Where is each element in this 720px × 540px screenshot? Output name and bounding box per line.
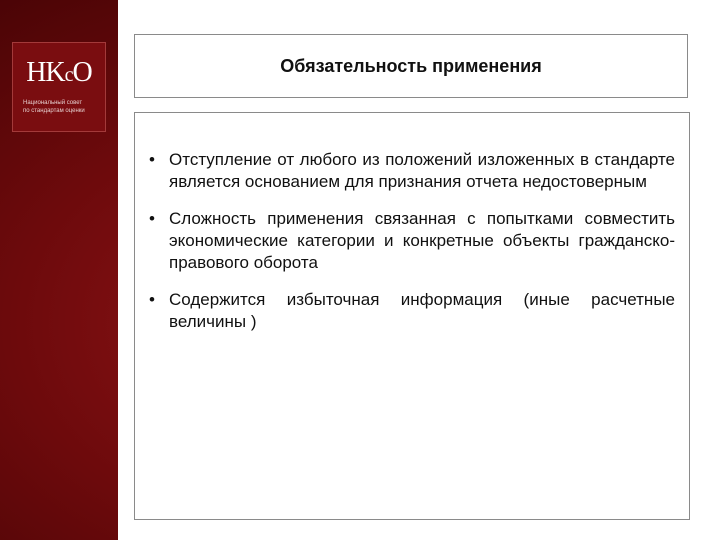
bullet-icon: • [149, 290, 155, 309]
slide-title-box [134, 34, 688, 98]
logo-text: HKcO [26, 57, 92, 88]
logo-caption: Национальный совет по стандартам оценки [23, 100, 85, 114]
bullet-item: • Отступление от любого из положений изложенных в стандарте является основанием для признания отчета недостоверным [149, 150, 675, 191]
bullet-item: • Содержится избыточная информация (иные расчетные величины ) [149, 290, 675, 331]
logo [12, 42, 106, 132]
bullet-icon: • [149, 150, 155, 169]
bullet-item: • Сложность применения связанная с попытками совместить экономические категории и конкретные объекты гражданско-правового оборота [149, 209, 675, 272]
slide-body-box [134, 112, 690, 520]
bullet-icon: • [149, 209, 155, 228]
slide-title: Обязательность применения [280, 55, 542, 76]
bullet-list [149, 149, 675, 333]
